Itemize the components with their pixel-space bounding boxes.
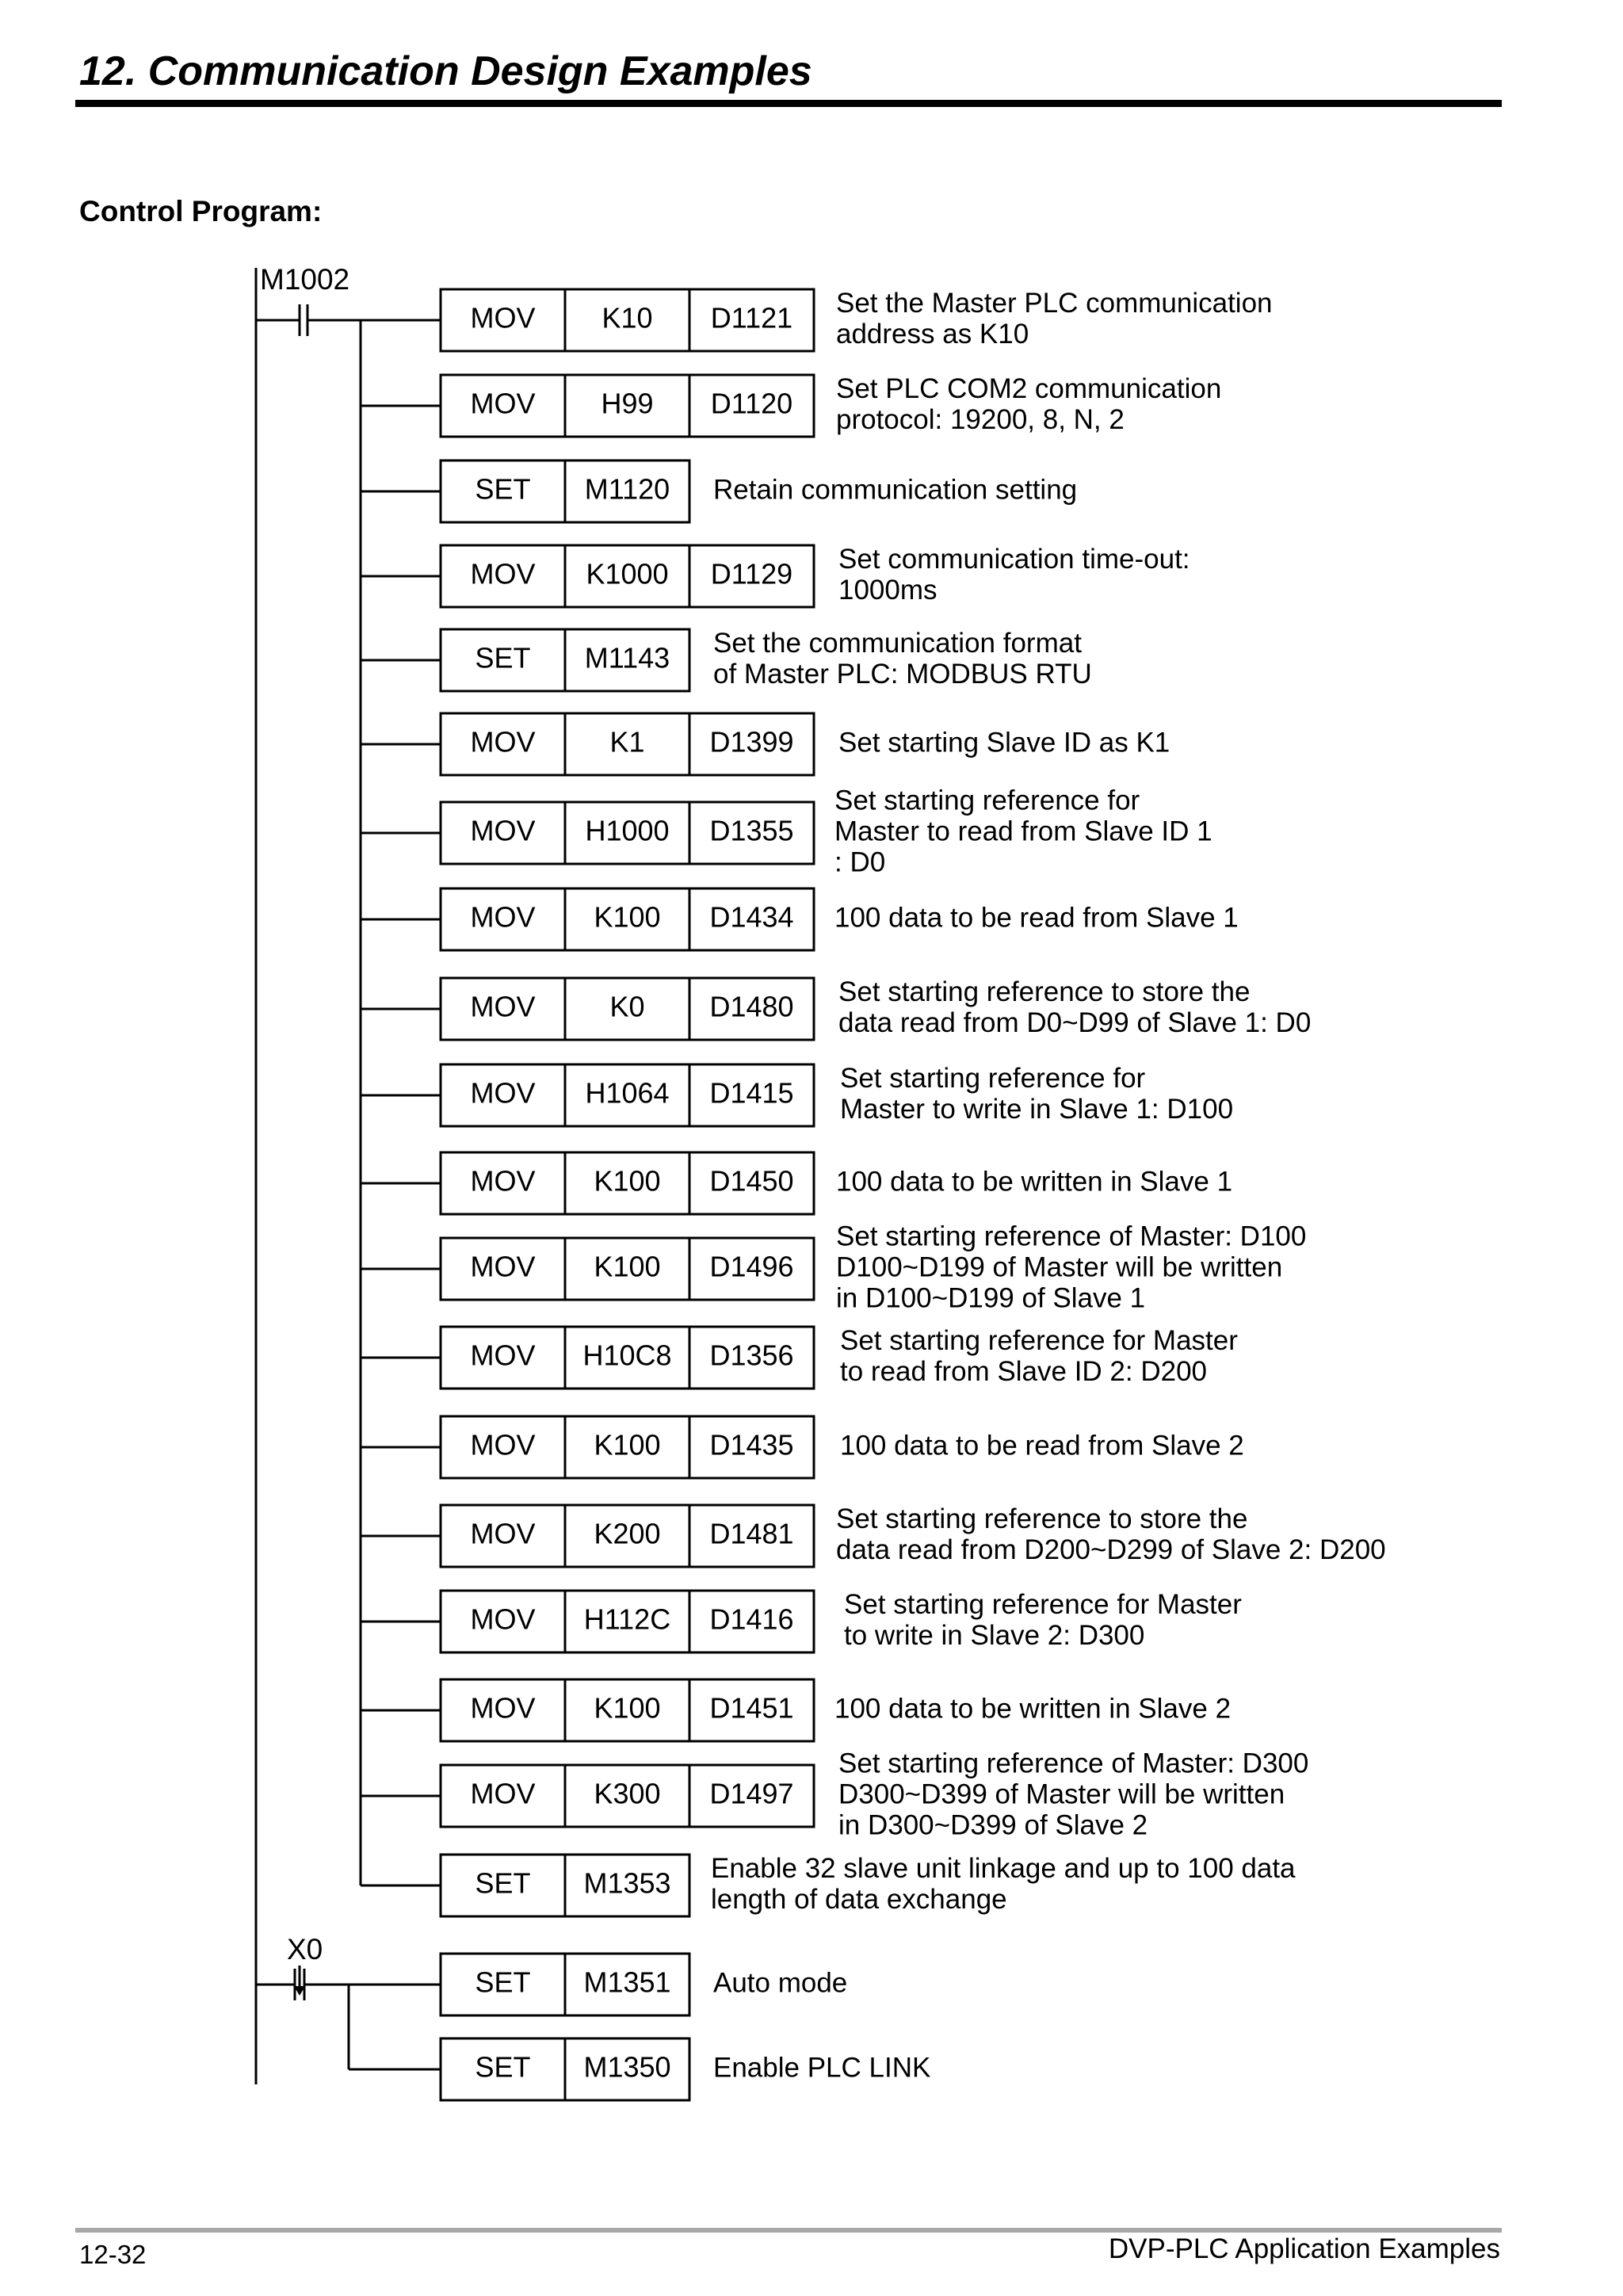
instruction-operand: M1120: [584, 472, 670, 506]
instruction-operand: D1355: [709, 814, 794, 847]
instruction-operand: D1356: [709, 1339, 794, 1372]
instruction-comment: Set PLC COM2 communication: [836, 372, 1222, 404]
instruction-comment: Set starting reference for Master: [844, 1588, 1242, 1620]
instruction-opcode: SET: [475, 472, 531, 506]
instruction-comment: 100 data to be written in Slave 1: [836, 1166, 1233, 1198]
instruction-operand: H10C8: [582, 1339, 672, 1372]
instruction-comment: : D0: [834, 846, 886, 878]
instruction-operand: M1353: [583, 1866, 671, 1900]
instruction-opcode: MOV: [470, 814, 536, 847]
footer-rule: [75, 2228, 1502, 2233]
instruction-opcode: MOV: [470, 557, 536, 590]
instruction-opcode: MOV: [470, 725, 536, 758]
instruction-comment: Retain communication setting: [713, 474, 1078, 506]
instruction-operand: K100: [594, 1250, 661, 1283]
instruction-comment: Set starting reference to store the: [838, 976, 1251, 1007]
instruction-operand: M1351: [583, 1966, 671, 1999]
instruction-comment: address as K10: [836, 318, 1029, 350]
instruction-operand: D1480: [709, 990, 794, 1023]
instruction-opcode: MOV: [470, 900, 536, 934]
instruction-opcode: MOV: [470, 1250, 536, 1283]
instruction-operand: D1481: [709, 1517, 794, 1550]
instruction-operand: D1120: [710, 387, 793, 420]
chapter-title: 12. Communication Design Examples: [79, 48, 812, 94]
instruction-operand: K0: [609, 990, 645, 1023]
instruction-opcode: MOV: [470, 1428, 536, 1461]
instruction-operand: H1000: [585, 814, 670, 847]
instruction-comment: Set starting Slave ID as K1: [838, 727, 1170, 758]
instruction-operand: D1121: [710, 301, 793, 334]
instruction-comment: Set starting reference for Master: [840, 1324, 1238, 1356]
instruction-operand: K100: [594, 1428, 661, 1461]
instruction-comment: Set starting reference to store the: [836, 1503, 1248, 1534]
instruction-operand: D1415: [709, 1076, 794, 1110]
instruction-operand: D1129: [710, 557, 793, 590]
instruction-comment: Enable PLC LINK: [713, 2052, 931, 2084]
instruction-opcode: MOV: [470, 1777, 536, 1810]
instruction-operand: K300: [594, 1777, 661, 1810]
instruction-comment: Set starting reference of Master: D300: [838, 1748, 1309, 1779]
instruction-comment: Set starting reference for: [840, 1062, 1146, 1094]
instruction-comment: Set the Master PLC communication: [836, 287, 1273, 319]
instruction-opcode: SET: [475, 641, 531, 674]
instruction-operand: H112C: [583, 1603, 671, 1636]
instruction-comment: Set the communication format: [713, 627, 1082, 659]
instruction-operand: D1399: [709, 725, 794, 758]
instruction-operand: K100: [594, 1691, 661, 1725]
instruction-comment: Master to write in Slave 1: D100: [840, 1093, 1234, 1125]
document-name: DVP-PLC Application Examples: [1108, 2233, 1500, 2264]
instruction-operand: D1451: [709, 1691, 794, 1725]
instruction-operand: K10: [601, 301, 653, 334]
instruction-comment: 1000ms: [838, 574, 938, 606]
instruction-operand: D1434: [709, 900, 794, 934]
instruction-operand: K1: [609, 725, 645, 758]
instruction-operand: D1416: [709, 1603, 794, 1636]
instruction-comment: to read from Slave ID 2: D200: [840, 1355, 1207, 1387]
instruction-comment: 100 data to be read from Slave 1: [834, 902, 1239, 934]
contact-label-m1002: M1002: [260, 262, 350, 296]
contact-label-x0: X0: [287, 1932, 323, 1966]
instruction-operand: K100: [594, 1164, 661, 1198]
section-heading: Control Program:: [79, 195, 323, 227]
instruction-comment: 100 data to be written in Slave 2: [834, 1693, 1232, 1725]
instruction-operand: M1350: [583, 2050, 671, 2084]
instruction-opcode: MOV: [470, 1164, 536, 1198]
instruction-opcode: MOV: [470, 1603, 536, 1636]
page-number: 12-32: [79, 2240, 147, 2269]
instruction-opcode: MOV: [470, 1691, 536, 1725]
instruction-opcode: SET: [475, 2050, 531, 2084]
instruction-opcode: MOV: [470, 301, 536, 334]
instruction-operand: D1496: [709, 1250, 794, 1283]
instruction-operand: K1000: [586, 557, 669, 590]
instruction-comment: data read from D200~D299 of Slave 2: D200: [836, 1534, 1386, 1565]
instruction-comment: Master to read from Slave ID 1: [834, 816, 1212, 847]
instruction-comment: D100~D199 of Master will be written: [836, 1251, 1283, 1283]
instruction-operand: D1497: [709, 1777, 794, 1810]
instruction-comment: length of data exchange: [711, 1883, 1007, 1915]
instruction-comment: Set starting reference of Master: D100: [836, 1221, 1307, 1252]
instruction-opcode: MOV: [470, 387, 536, 420]
instruction-operand: D1450: [709, 1164, 794, 1198]
instruction-comment: Set starting reference for: [834, 785, 1140, 816]
instruction-operand: K100: [594, 900, 661, 934]
instruction-opcode: MOV: [470, 1339, 536, 1372]
instruction-operand: H1064: [585, 1076, 670, 1110]
instruction-operand: M1143: [584, 641, 670, 674]
instruction-comment: data read from D0~D99 of Slave 1: D0: [838, 1007, 1312, 1038]
instruction-comment: Enable 32 slave unit linkage and up to 100 data: [711, 1852, 1296, 1884]
instruction-opcode: MOV: [470, 1076, 536, 1110]
instruction-opcode: SET: [475, 1966, 531, 1999]
instruction-operand: D1435: [709, 1428, 794, 1461]
instruction-operand: H99: [601, 387, 654, 420]
instruction-comment: to write in Slave 2: D300: [844, 1619, 1145, 1651]
instruction-comment: protocol: 19200, 8, N, 2: [836, 403, 1125, 435]
instruction-comment: in D300~D399 of Slave 2: [838, 1809, 1148, 1841]
instruction-operand: K200: [594, 1517, 661, 1550]
instruction-opcode: MOV: [470, 1517, 536, 1550]
instruction-opcode: SET: [475, 1866, 531, 1900]
instruction-opcode: MOV: [470, 990, 536, 1023]
instruction-comment: Set communication time-out:: [838, 543, 1190, 575]
instruction-comment: in D100~D199 of Slave 1: [836, 1282, 1146, 1314]
instruction-comment: of Master PLC: MODBUS RTU: [713, 658, 1092, 690]
instruction-comment: D300~D399 of Master will be written: [838, 1778, 1285, 1810]
instruction-comment: 100 data to be read from Slave 2: [840, 1430, 1244, 1461]
instruction-comment: Auto mode: [713, 1967, 848, 1999]
